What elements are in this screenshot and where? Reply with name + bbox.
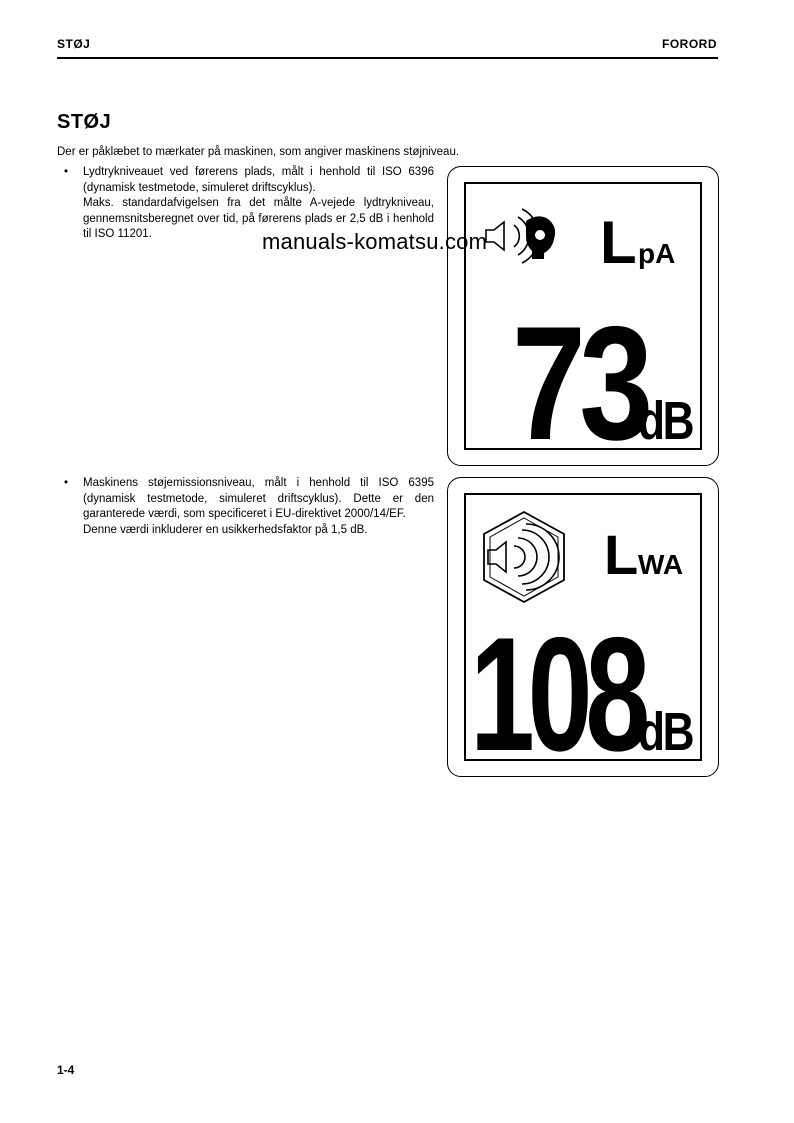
header-rule <box>57 57 718 59</box>
label-value: 108 <box>470 603 644 776</box>
label-symbol: L <box>600 209 637 276</box>
sound-power-label-graphic <box>448 478 718 776</box>
bullet-text: Lydtrykniveauet ved førerens plads, målt i henhold til ISO 6396 (dynamisk testmetode, simuleret driftscyklus). <box>83 166 434 194</box>
label-unit: dB <box>638 701 693 763</box>
sound-power-label <box>447 477 719 777</box>
page-number: 1-4 <box>57 1063 75 1077</box>
bullet-text: Denne værdi inkluderer en usikkerhedsfaktor på 1,5 dB. <box>83 523 368 536</box>
intro-paragraph: Der er påklæbet to mærkater på maskinen, som angiver maskinens støjniveau. <box>57 146 460 158</box>
hexagon-speaker-icon <box>484 512 564 602</box>
label-subscript: pA <box>638 238 676 269</box>
bullet-marker: • <box>64 477 69 489</box>
section-title: STØJ <box>57 111 112 133</box>
bullet-marker: • <box>64 166 69 178</box>
label-symbol: L <box>604 523 639 586</box>
bullet-sound-power <box>64 476 434 538</box>
header-section-label: STØJ <box>57 37 91 51</box>
header-chapter-label: FORORD <box>662 37 717 51</box>
bullet-text: Maks. standardafvigelsen fra det målte A-vejede lydtrykniveau, gennemsnitsberegnet over tid, på førerens plads er 2,5 dB i henhold til ISO 11201. <box>83 197 434 241</box>
sound-pressure-label-graphic <box>448 167 718 465</box>
label-value: 73 <box>512 293 647 465</box>
label-unit: dB <box>638 390 693 452</box>
label-subscript: WA <box>638 549 684 580</box>
sound-pressure-label <box>447 166 719 466</box>
watermark: manuals-komatsu.com <box>262 229 488 254</box>
bullet-text: Maskinens støjemissionsniveau, målt i henhold til ISO 6395 (dynamisk testmetode, simuleret driftscyklus). Dette er den garanterede værdi, som specificeret i EU-direktivet 2000/14/EF. <box>83 477 434 521</box>
ear-head-speaker-icon <box>486 209 555 263</box>
